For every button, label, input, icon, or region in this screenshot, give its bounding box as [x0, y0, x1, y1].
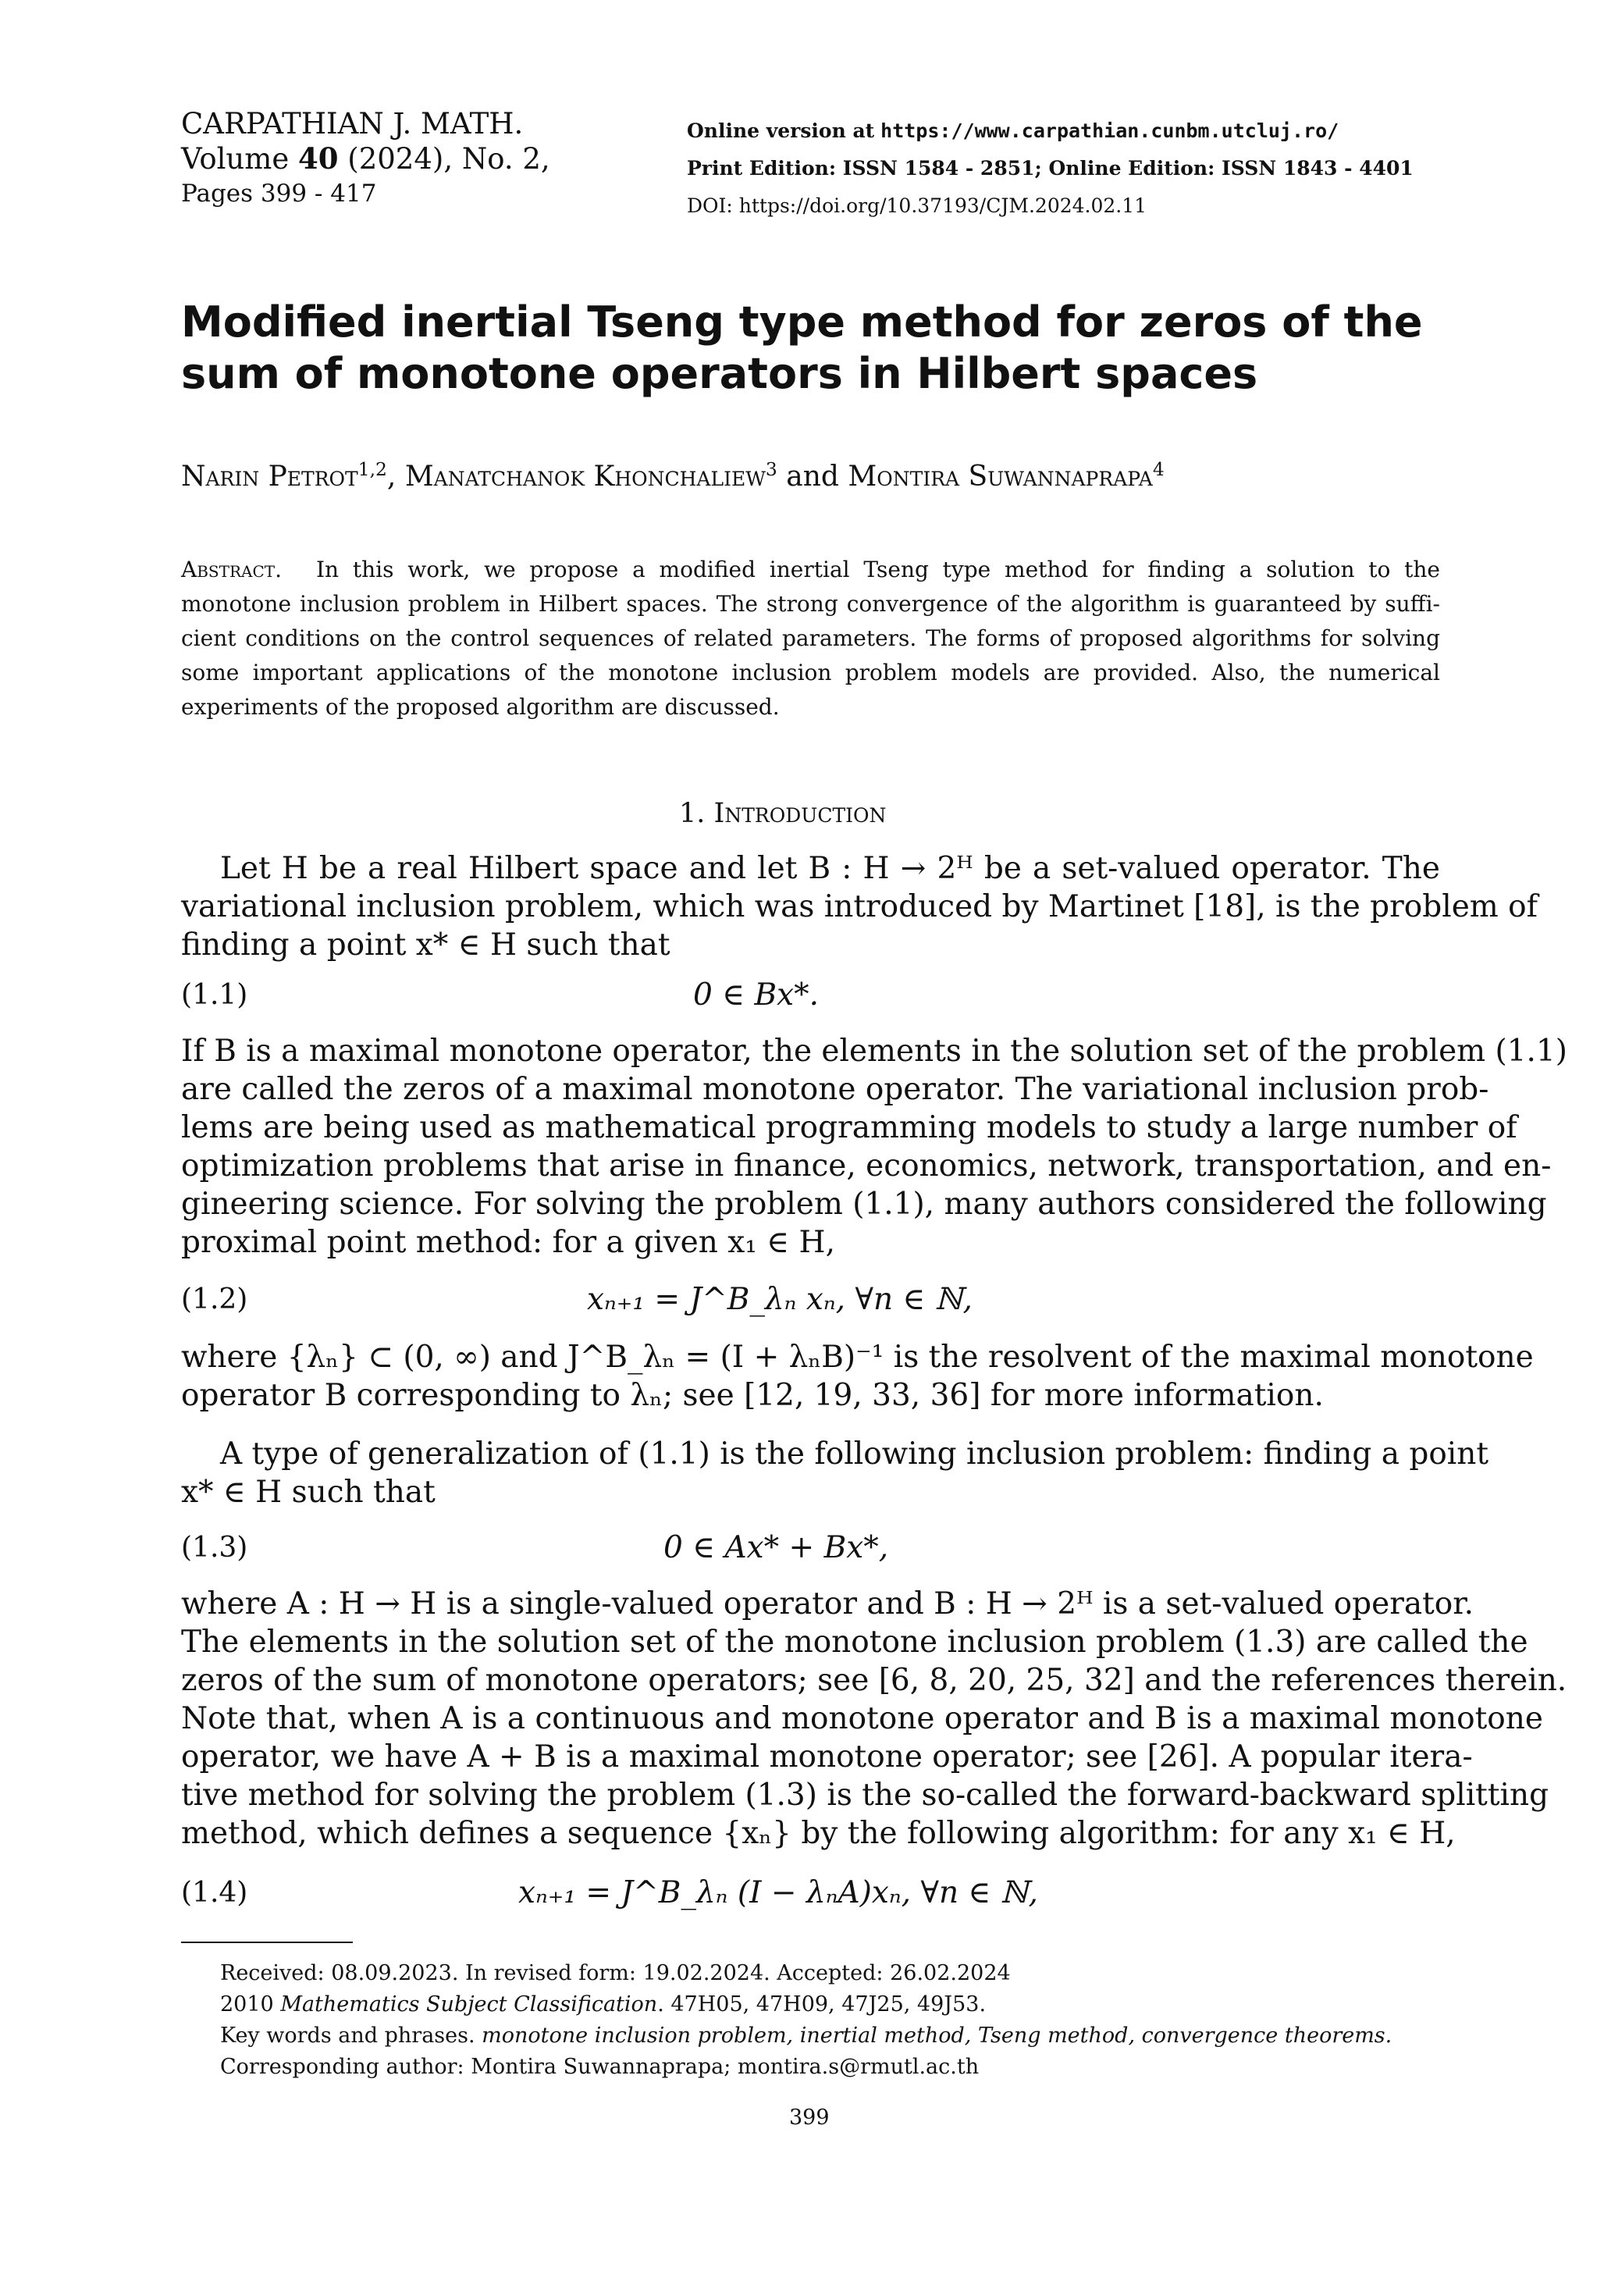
equation-number: (1.4) [181, 1877, 248, 1909]
abstract-line: monotone inclusion problem in Hilbert spaces. The strong convergence of the algorithm is guaranteed by suffi- [181, 591, 1440, 617]
paragraph-line: variational inclusion problem, which was introduced by Martinet [18], is the problem of [181, 889, 1538, 924]
paragraph-line: zeros of the sum of monotone operators; see [6, 8, 20, 25, 32] and the references therein. [181, 1663, 1567, 1698]
paragraph-line: optimization problems that arise in finance, economics, network, transportation, and en- [181, 1148, 1552, 1184]
equation-number: (1.3) [181, 1532, 248, 1564]
paragraph-line: gineering science. For solving the problem (1.1), many authors considered the following [181, 1187, 1547, 1222]
corresponding-author: Corresponding author: Montira Suwannaprapa; montira.s@rmutl.ac.th [220, 2055, 980, 2079]
paragraph-line: operator, we have A + B is a maximal monotone operator; see [26]. A popular itera- [181, 1739, 1473, 1775]
section-heading: 1. Introduction [679, 798, 887, 829]
abstract-label: Abstract. [181, 557, 283, 582]
footnote-rule [181, 1942, 353, 1943]
author-3: Montira Suwannaprapa [848, 461, 1153, 493]
keywords: Key words and phrases. monotone inclusion problem, inertial method, Tseng method, convergence theorems. [220, 2024, 1392, 2048]
equation: 0 ∈ Bx*. [693, 977, 820, 1013]
paragraph-line: operator B corresponding to λₙ; see [12, 19, 33, 36] for more information. [181, 1378, 1324, 1413]
paragraph-line: x* ∈ H such that [181, 1475, 436, 1510]
edition-info [687, 112, 1414, 225]
author-1: Narin Petrot [181, 461, 358, 493]
abstract-line: experiments of the proposed algorithm are discussed. [181, 694, 780, 720]
equation: xₙ₊₁ = J^B_λₙ (I − λₙA)xₙ, ∀n ∈ ℕ, [518, 1875, 1038, 1910]
paper-title: Modified inertial Tseng type method for zeros of the sum of monotone operators in Hilbert spaces [181, 297, 1423, 398]
paragraph-line: Note that, when A is a continuous and monotone operator and B is a maximal monotone [181, 1701, 1543, 1736]
equation-number: (1.2) [181, 1283, 248, 1315]
author-2: Manatchanok Khonchaliew [404, 461, 766, 493]
paragraph-line: finding a point x* ∈ H such that [181, 927, 670, 963]
paragraph-line: proximal point method: for a given x₁ ∈ H, [181, 1225, 835, 1260]
print-edition: Print Edition: ISSN 1584 - 2851; Online Edition: ISSN 1843 - 4401 [687, 157, 1414, 180]
online-version: Online version at https://www.carpathian.cunbm.utcluj.ro/ [687, 119, 1339, 142]
paragraph-line: tive method for solving the problem (1.3) is the so-called the forward-backward splitting [181, 1778, 1549, 1813]
pages-line: Pages 399 - 417 [181, 180, 377, 208]
abstract-line: In this work, we propose a modified inertial Tseng type method for finding a solution to the [316, 557, 1440, 582]
msc-classification: 2010 Mathematics Subject Classification. 47H05, 47H09, 47J25, 49J53. [220, 1992, 987, 2017]
received-dates: Received: 08.09.2023. In revised form: 19.02.2024. Accepted: 26.02.2024 [220, 1961, 1011, 1985]
paragraph-line: lems are being used as mathematical programming models to study a large number of [181, 1110, 1517, 1145]
journal-header [181, 106, 550, 212]
paragraph-line: are called the zeros of a maximal monotone operator. The variational inclusion prob- [181, 1072, 1489, 1107]
paragraph-line: where A : H → H is a single-valued operator and B : H → 2ᴴ is a set-valued operator. [181, 1586, 1474, 1621]
abstract-line: cient conditions on the control sequences of related parameters. The forms of proposed algorithms for solving [181, 625, 1440, 651]
author-list: Narin Petrot$^{1,2}$, Manatchanok Khonchaliew$^3$ and Montira Suwannaprapa$^4$ [181, 458, 1165, 493]
equation-number: (1.1) [181, 979, 248, 1011]
paragraph-line: If B is a maximal monotone operator, the elements in the solution set of the problem (1.1) [181, 1034, 1567, 1069]
page-number: 399 [789, 2106, 830, 2130]
paragraph-line: where {λₙ} ⊂ (0, ∞) and J^B_λₙ = (I + λₙB)⁻¹ is the resolvent of the maximal monotone [181, 1340, 1534, 1375]
online-url[interactable]: https://www.carpathian.cunbm.utcluj.ro/ [880, 119, 1339, 142]
paragraph-line: The elements in the solution set of the monotone inclusion problem (1.3) are called the [181, 1625, 1528, 1660]
journal-name: CARPATHIAN J. MATH. [181, 107, 524, 141]
paragraph-line: A type of generalization of (1.1) is the following inclusion problem: finding a point [220, 1436, 1489, 1472]
doi[interactable]: DOI: https://doi.org/10.37193/CJM.2024.02.11 [687, 194, 1147, 217]
paragraph-line: method, which defines a sequence {xₙ} by the following algorithm: for any x₁ ∈ H, [181, 1816, 1456, 1851]
equation: xₙ₊₁ = J^B_λₙ xₙ, ∀n ∈ ℕ, [587, 1282, 973, 1317]
equation: 0 ∈ Ax* + Bx*, [663, 1530, 889, 1565]
paragraph-line: Let H be a real Hilbert space and let B : H → 2ᴴ be a set-valued operator. The [220, 851, 1440, 886]
volume-line: Volume 40 (2024), No. 2, [181, 141, 550, 176]
abstract-line: some important applications of the monotone inclusion problem models are provided. Also, the numerical [181, 660, 1440, 685]
